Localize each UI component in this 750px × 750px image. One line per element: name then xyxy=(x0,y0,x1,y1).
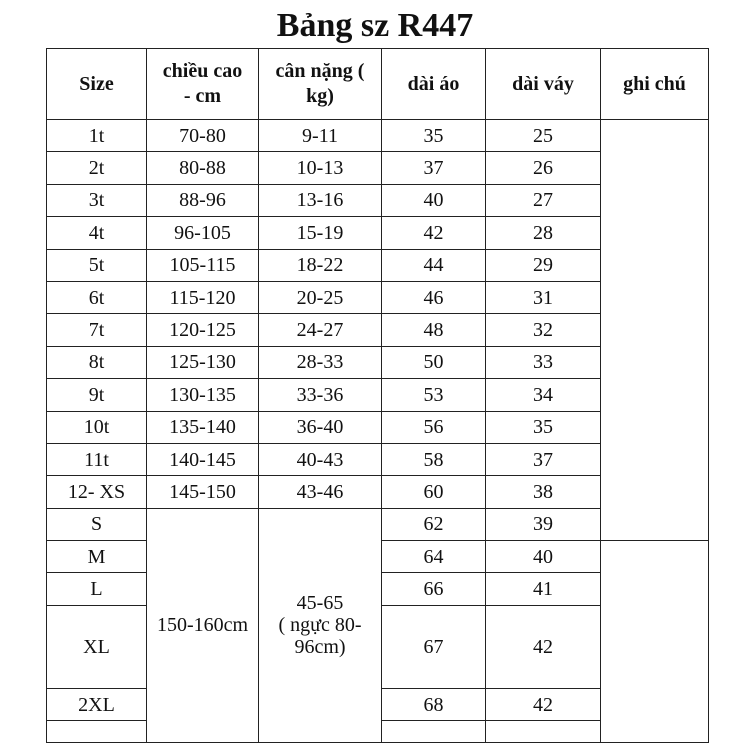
cell-shirt: 40 xyxy=(382,184,486,216)
cell-height: 115-120 xyxy=(147,281,259,313)
cell-size: 9t xyxy=(47,379,147,411)
cell-weight: 33-36 xyxy=(259,379,382,411)
header-height-line1: chiều cao xyxy=(162,60,243,82)
cell-adult-height: 150-160cm xyxy=(147,508,259,743)
cell-empty xyxy=(486,721,601,743)
cell-weight: 43-46 xyxy=(259,476,382,508)
cell-size: 1t xyxy=(47,120,147,152)
cell-shirt: 50 xyxy=(382,346,486,378)
cell-height: 125-130 xyxy=(147,346,259,378)
cell-weight: 18-22 xyxy=(259,249,382,281)
cell-shirt: 46 xyxy=(382,281,486,313)
cell-height: 135-140 xyxy=(147,411,259,443)
cell-size: XL xyxy=(47,605,147,688)
cell-weight: 36-40 xyxy=(259,411,382,443)
cell-weight: 40-43 xyxy=(259,443,382,475)
cell-height: 120-125 xyxy=(147,314,259,346)
header-note: ghi chú xyxy=(601,49,709,120)
adult-weight-line3: 96cm) xyxy=(294,636,346,659)
cell-empty xyxy=(47,721,147,743)
header-skirt-length: dài váy xyxy=(486,49,601,120)
cell-size: 7t xyxy=(47,314,147,346)
cell-shirt: 62 xyxy=(382,508,486,540)
cell-size: 5t xyxy=(47,249,147,281)
adult-weight-line2: ( ngực 80- xyxy=(278,614,362,637)
cell-height: 88-96 xyxy=(147,184,259,216)
cell-skirt: 26 xyxy=(486,152,601,184)
cell-height: 96-105 xyxy=(147,217,259,249)
header-height xyxy=(147,49,259,120)
cell-skirt: 27 xyxy=(486,184,601,216)
cell-shirt: 68 xyxy=(382,688,486,720)
header-weight xyxy=(259,49,382,120)
cell-shirt: 56 xyxy=(382,411,486,443)
cell-skirt: 38 xyxy=(486,476,601,508)
cell-shirt: 66 xyxy=(382,573,486,605)
cell-size: S xyxy=(47,508,147,540)
header-shirt-length: dài áo xyxy=(382,49,486,120)
cell-shirt: 35 xyxy=(382,120,486,152)
cell-height: 70-80 xyxy=(147,120,259,152)
cell-skirt: 25 xyxy=(486,120,601,152)
cell-skirt: 41 xyxy=(486,573,601,605)
cell-weight: 13-16 xyxy=(259,184,382,216)
cell-shirt: 42 xyxy=(382,217,486,249)
cell-weight: 24-27 xyxy=(259,314,382,346)
cell-height: 145-150 xyxy=(147,476,259,508)
cell-size: 3t xyxy=(47,184,147,216)
table-row xyxy=(47,120,709,152)
cell-size: 11t xyxy=(47,443,147,475)
cell-size: 6t xyxy=(47,281,147,313)
cell-shirt: 48 xyxy=(382,314,486,346)
cell-skirt: 37 xyxy=(486,443,601,475)
cell-skirt: 31 xyxy=(486,281,601,313)
header-weight-line2: kg) xyxy=(306,85,334,107)
cell-size: L xyxy=(47,573,147,605)
cell-skirt: 42 xyxy=(486,688,601,720)
cell-size: 12- XS xyxy=(47,476,147,508)
cell-weight: 10-13 xyxy=(259,152,382,184)
cell-weight: 20-25 xyxy=(259,281,382,313)
cell-shirt: 44 xyxy=(382,249,486,281)
cell-size: 2t xyxy=(47,152,147,184)
cell-height: 105-115 xyxy=(147,249,259,281)
cell-height: 80-88 xyxy=(147,152,259,184)
cell-weight: 15-19 xyxy=(259,217,382,249)
cell-weight: 28-33 xyxy=(259,346,382,378)
cell-size: 10t xyxy=(47,411,147,443)
cell-shirt: 37 xyxy=(382,152,486,184)
header-size: Size xyxy=(47,49,147,120)
header-weight-line1: cân nặng ( xyxy=(275,60,365,82)
cell-weight: 9-11 xyxy=(259,120,382,152)
cell-shirt: 60 xyxy=(382,476,486,508)
cell-height: 140-145 xyxy=(147,443,259,475)
cell-empty xyxy=(382,721,486,743)
cell-skirt: 39 xyxy=(486,508,601,540)
cell-skirt: 34 xyxy=(486,379,601,411)
cell-height: 130-135 xyxy=(147,379,259,411)
cell-size: M xyxy=(47,541,147,573)
cell-adult-weight xyxy=(259,508,382,743)
cell-shirt: 67 xyxy=(382,605,486,688)
cell-size: 2XL xyxy=(47,688,147,720)
cell-shirt: 58 xyxy=(382,443,486,475)
cell-skirt: 40 xyxy=(486,541,601,573)
cell-skirt: 28 xyxy=(486,217,601,249)
table-header-row xyxy=(47,49,709,120)
cell-skirt: 35 xyxy=(486,411,601,443)
cell-size: 4t xyxy=(47,217,147,249)
header-height-line2: - cm xyxy=(183,85,222,107)
cell-skirt: 42 xyxy=(486,605,601,688)
cell-skirt: 33 xyxy=(486,346,601,378)
adult-weight-line1: 45-65 xyxy=(296,592,344,615)
cell-skirt: 32 xyxy=(486,314,601,346)
cell-skirt: 29 xyxy=(486,249,601,281)
note-cell-adult xyxy=(601,541,709,743)
page-title: Bảng sz R447 xyxy=(276,7,474,44)
cell-shirt: 64 xyxy=(382,541,486,573)
cell-size: 8t xyxy=(47,346,147,378)
size-chart-table xyxy=(46,48,709,743)
note-cell-kids xyxy=(601,120,709,541)
cell-shirt: 53 xyxy=(382,379,486,411)
